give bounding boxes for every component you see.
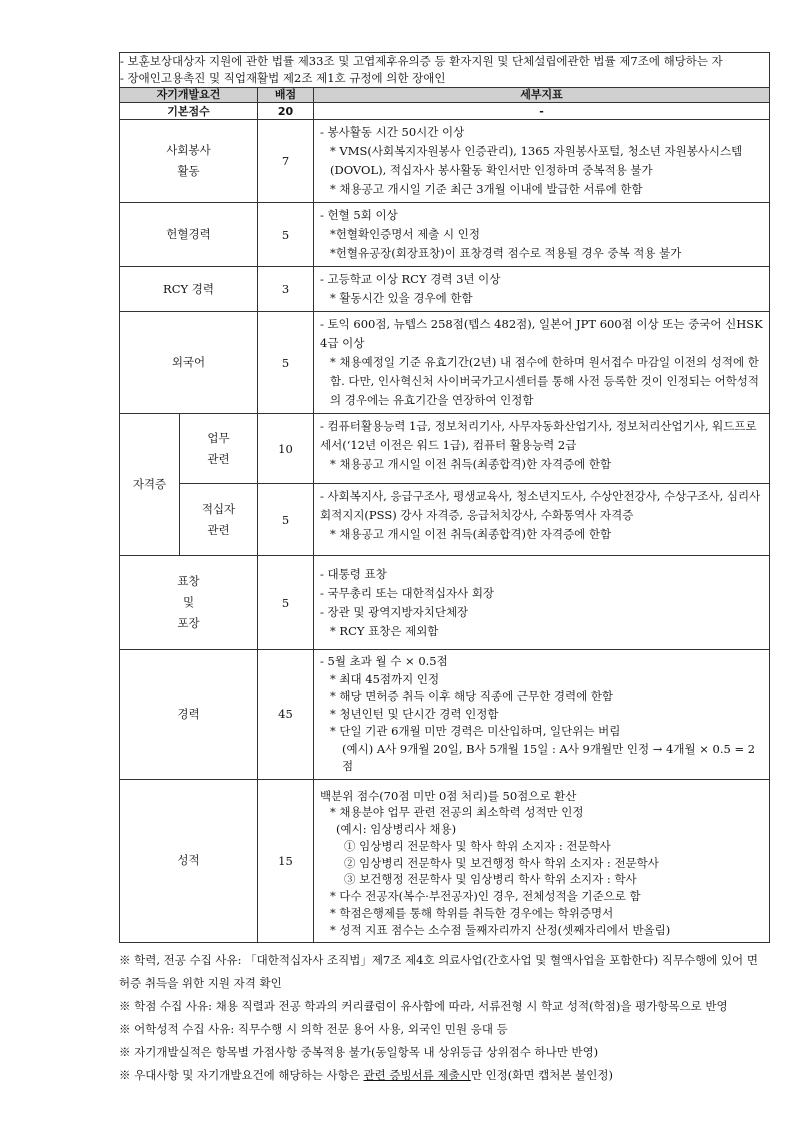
score-license-work: 10 (258, 414, 314, 484)
detail-line: *헌혈확인증명서 제출 시 인정 (330, 227, 481, 241)
table-row (120, 120, 770, 203)
detail-line: * 성적 지표 점수는 소수점 둘째자리까지 산정(셋째자리에서 반올림) (330, 922, 671, 937)
header-requirement: 자기개발요건 (120, 88, 258, 103)
category-line: 적십자 (201, 501, 236, 516)
detail-grade (314, 779, 770, 942)
detail-line: *헌혈유공장(회장표창)이 표창경력 점수로 적용될 경우 중복 적용 불가 (330, 246, 682, 260)
table-row (120, 650, 770, 780)
table-row (120, 779, 770, 942)
footnote-underlined: 관련 증빙서류 제출시 (363, 1067, 471, 1082)
category-line: 포장 (177, 616, 200, 630)
detail-line: * VMS(사회복지자원봉사 인증관리), 1365 자원봉사포털, 청소년 자원봉사시스템(DOVOL), 적십자사 봉사활동 확인서만 인정하며 중복적용 불가 (330, 144, 743, 177)
detail-line: * 학점은행제를 통해 학위를 취득한 경우에는 학위증명서 (330, 906, 614, 921)
header-score: 배점 (258, 88, 314, 103)
detail-foreign-language (314, 312, 770, 414)
category-line: 관련 (207, 522, 230, 537)
basic-score: 20 (258, 103, 314, 120)
detail-line: * RCY 표창은 제외함 (330, 623, 439, 638)
detail-line: * 최대 45점까지 인정 (330, 671, 440, 686)
category-rcy: RCY 경력 (120, 267, 258, 312)
detail-line: * 다수 전공자(복수·부전공자)인 경우, 전체성적을 기준으로 함 (330, 889, 641, 904)
basic-label: 기본점수 (120, 103, 258, 120)
score-volunteer: 7 (258, 120, 314, 203)
detail-license-redcross (314, 484, 770, 556)
category-award (120, 556, 258, 650)
basic-detail: - (314, 103, 770, 120)
eligibility-note-row (120, 53, 770, 88)
score-rcy: 3 (258, 267, 314, 312)
detail-line: - 대통령 표창 (320, 566, 387, 581)
table-row (120, 203, 770, 267)
detail-line: * 채용예정일 기준 유효기간(2년) 내 점수에 한하며 원서접수 마감일 이전의 성적에 한함. 다만, 인사혁신처 사이버국가고시센터를 통해 사전 등록한 것이 인정되는 어학성적의 경우에는 유효기간을 연장하여 인정함 (330, 355, 760, 407)
table-row (120, 312, 770, 414)
table-row (120, 556, 770, 650)
detail-line: * 채용공고 개시일 기준 최근 3개월 이내에 발급한 서류에 한함 (330, 182, 643, 196)
category-line: 관련 (207, 451, 230, 466)
category-license: 자격증 (120, 414, 180, 556)
score-career: 45 (258, 650, 314, 780)
detail-line: - 봉사활동 시간 50시간 이상 (320, 125, 465, 139)
footnote: ※ 학점 수집 사유: 채용 직렬과 전공 학과의 커리큘럼이 유사함에 따라, 서류전형 시 학교 성적(학점)을 평가항목으로 반영 (119, 998, 728, 1013)
category-line: 및 (182, 595, 195, 609)
category-volunteer (120, 120, 258, 203)
eligibility-note-2: - 장애인고용촉진 및 직업재활법 제2조 제1호 규정에 의한 장애인 (120, 71, 446, 85)
category-line: 사회봉사 (166, 143, 211, 157)
category-career: 경력 (120, 650, 258, 780)
detail-line: - 컴퓨터활용능력 1급, 정보처리기사, 사무자동화산업기사, 정보처리산업기사, 워드프로세서(‘12년 이전은 워드 1급), 컴퓨터 활용능력 2급 (320, 419, 757, 452)
detail-line: * 채용분야 업무 관련 전공의 최소학력 성적만 인정 (330, 805, 584, 820)
detail-line: - 토익 600점, 뉴텝스 258점(텝스 482점), 일본어 JPT 600점 이상 또는 중국어 신HSK 4급 이상 (320, 317, 763, 350)
footnotes (119, 949, 769, 1087)
header-detail: 세부지표 (314, 88, 770, 103)
document-page (119, 52, 769, 1087)
detail-line: - 장관 및 광역지방자치단체장 (320, 604, 469, 619)
detail-line: ③ 보건행정 전문학사 및 임상병리 학사 학위 소지자 : 학사 (344, 872, 637, 887)
license-sub-redcross (180, 484, 258, 556)
detail-line: ② 임상병리 전문학사 및 보건행정 학사 학위 소지자 : 전문학사 (344, 855, 659, 870)
detail-award (314, 556, 770, 650)
footnote: ※ 자기개발실적은 항목별 가점사항 중복적용 불가(동일항목 내 상위등급 상위점수 하나만 반영) (119, 1044, 599, 1059)
detail-license-work (314, 414, 770, 484)
detail-volunteer (314, 120, 770, 203)
category-line: 표창 (177, 574, 200, 588)
detail-line: * 해당 면허증 취득 이후 해당 직종에 근무한 경력에 한함 (330, 689, 614, 703)
detail-line: * 채용공고 개시일 이전 취득(최종합격)한 자격증에 한함 (330, 527, 612, 541)
detail-rcy (314, 267, 770, 312)
category-blood-donation: 헌혈경력 (120, 203, 258, 267)
detail-blood-donation (314, 203, 770, 267)
category-line: 업무 (207, 430, 230, 445)
detail-line: * 활동시간 있을 경우에 한함 (330, 291, 473, 305)
score-grade: 15 (258, 779, 314, 942)
score-foreign-language: 5 (258, 312, 314, 414)
category-line: 활동 (177, 164, 200, 178)
table-header-row (120, 88, 770, 103)
detail-line: - 사회복지사, 응급구조사, 평생교육사, 청소년지도사, 수상안전강사, 수상구조사, 심리사회적지지(PSS) 강사 자격증, 응급처치강사, 수화통역사 자격증 (320, 489, 761, 522)
detail-line: (예시) A사 9개월 20일, B사 5개월 15일 : A사 9개월만 인정 → 4개월 × 0.5 = 2점 (342, 741, 756, 773)
table-row (120, 267, 770, 312)
score-award: 5 (258, 556, 314, 650)
detail-line: 백분위 점수(70점 미만 0점 처리)를 50점으로 환산 (320, 788, 577, 803)
eligibility-note-1: - 보훈보상대상자 지원에 관한 법률 제33조 및 고엽제후유의증 등 환자지원 및 단체설립에관한 법률 제7조에 해당하는 자 (120, 54, 723, 68)
detail-line: - 5월 초과 월 수 × 0.5점 (320, 654, 448, 668)
detail-line: ① 임상병리 전문학사 및 학사 학위 소지자 : 전문학사 (344, 838, 611, 853)
footnote: ※ 학력, 전공 수집 사유: 「대한적십자사 조직법」제7조 제4호 의료사업(간호사업 및 혈액사업을 포함한다) 직무수행에 있어 면허증 취득을 위한 지원 자격 확인 (119, 952, 758, 990)
footnote: ※ 어학성적 수집 사유: 직무수행 시 의학 전문 용어 사용, 외국인 민원 응대 등 (119, 1021, 508, 1036)
score-blood-donation: 5 (258, 203, 314, 267)
detail-line: * 단일 기관 6개월 미만 경력은 미산입하며, 일단위는 버림 (330, 724, 621, 738)
license-sub-work (180, 414, 258, 484)
detail-line: - 헌혈 5회 이상 (320, 208, 398, 222)
detail-line: (예시: 임상병리사 채용) (336, 822, 457, 837)
category-foreign-language: 외국어 (120, 312, 258, 414)
detail-line: - 고등학교 이상 RCY 경력 3년 이상 (320, 272, 501, 286)
self-development-table (119, 52, 770, 943)
detail-career (314, 650, 770, 780)
footnote-proof (119, 1064, 769, 1087)
score-license-redcross: 5 (258, 484, 314, 556)
footnote-prefix: ※ 우대사항 및 자기개발요건에 해당하는 사항은 (119, 1067, 364, 1082)
table-row (120, 414, 770, 484)
detail-line: - 국무총리 또는 대한적십자사 회장 (320, 585, 495, 600)
detail-line: * 채용공고 개시일 이전 취득(최종합격)한 자격증에 한함 (330, 457, 612, 471)
footnote-suffix: 만 인정(화면 캡처본 불인정) (470, 1067, 613, 1082)
basic-score-row (120, 103, 770, 120)
table-row (120, 484, 770, 556)
detail-line: * 청년인턴 및 단시간 경력 인정함 (330, 706, 499, 721)
eligibility-notes (120, 53, 770, 88)
category-grade: 성적 (120, 779, 258, 942)
